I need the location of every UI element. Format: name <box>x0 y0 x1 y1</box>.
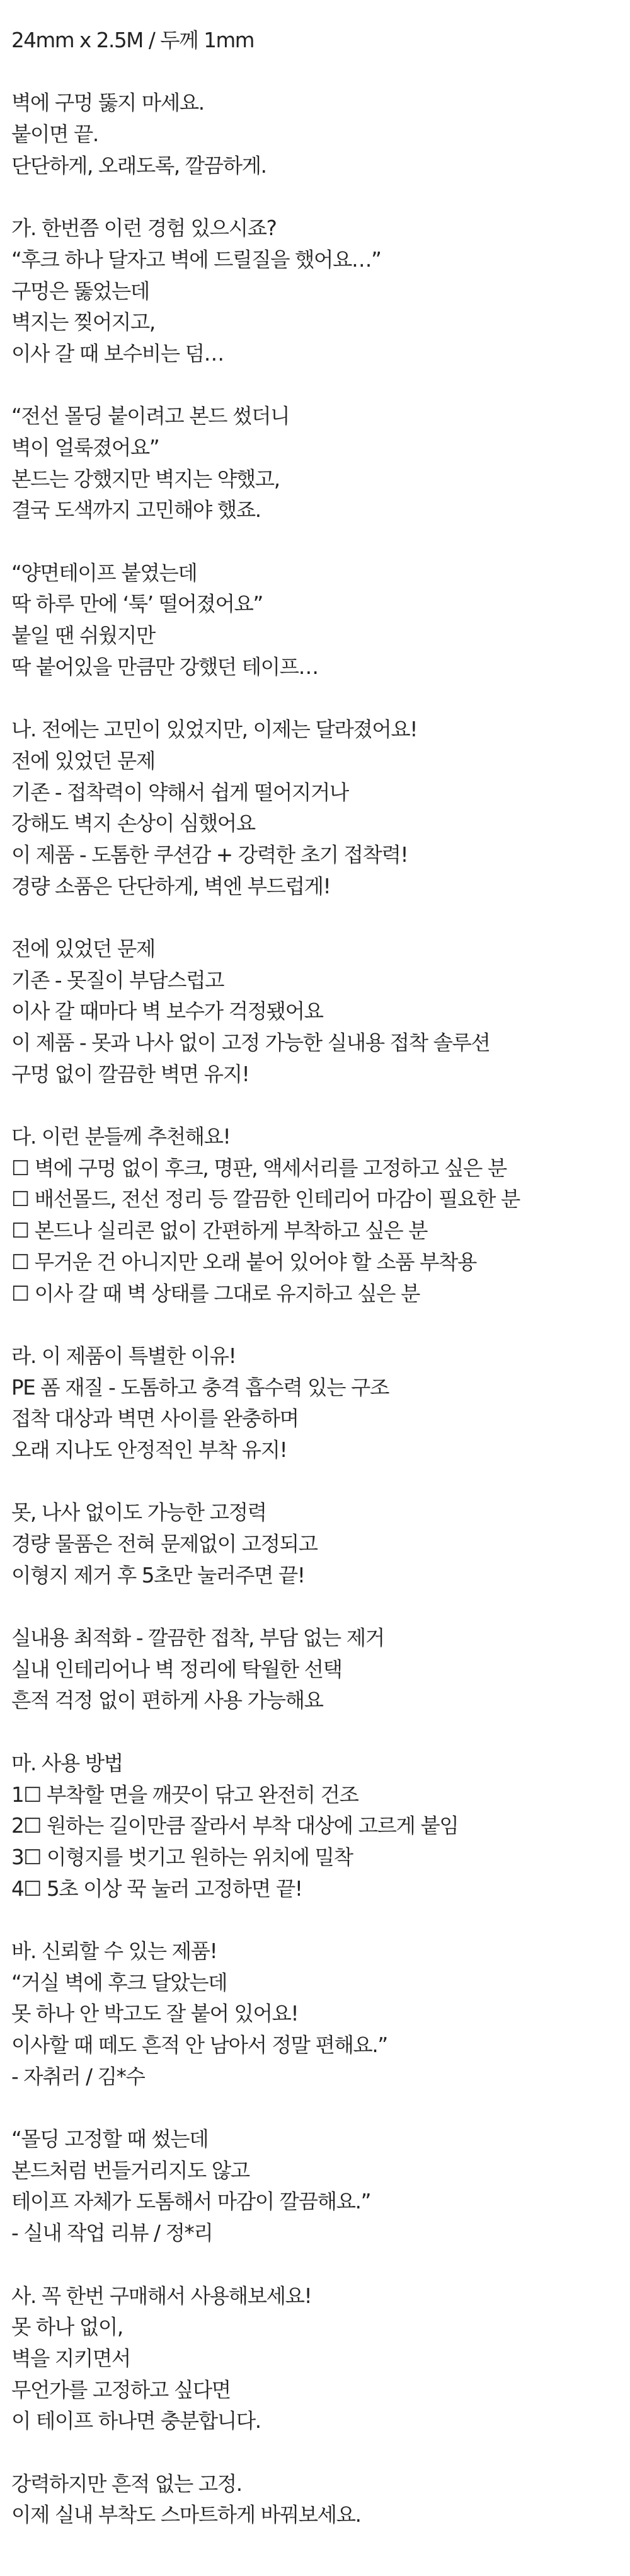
text-line: “몰딩 고정할 때 썼는데 <box>11 2127 209 2152</box>
section-gap <box>11 1905 616 1936</box>
text-line: 사. 꼭 한번 구매해서 사용해보세요! <box>11 2283 312 2308</box>
text-line: 결국 도색까지 고민해야 했죠. <box>11 498 261 523</box>
text-line: 딱 붙어있을 만큼만 강했던 테이프… <box>11 654 318 679</box>
text-line: 구멍은 뚫었는데 <box>11 279 149 303</box>
text-line: 3☐ 이형지를 벗기고 원하는 위치에 밀착 <box>11 1845 353 1869</box>
section-gap <box>11 2092 616 2124</box>
section-gap <box>11 526 616 558</box>
text-line: 벽에 구멍 뚫지 마세요. <box>11 91 204 115</box>
text-line: 바. 신뢰할 수 있는 제품! <box>11 1939 217 1963</box>
text-line: ☐ 무거운 건 아니지만 오래 붙어 있어야 할 소품 부착용 <box>11 1250 477 1274</box>
text-line: 이 테이프 하나면 충분합니다. <box>11 2409 261 2434</box>
text-line: 4☐ 5초 이상 꾹 눌러 고정하면 끝! <box>11 1876 302 1901</box>
text-line: 무언가를 고정하고 싶다면 <box>11 2377 231 2402</box>
text-line: 가. 한번쯤 이런 경험 있으시죠? <box>11 216 277 241</box>
text-line: 전에 있었던 문제 <box>11 936 155 961</box>
text-line: 붙이면 끝. <box>11 122 98 147</box>
text-section <box>11 1623 616 1717</box>
section-gap <box>11 2437 616 2469</box>
text-line: 강력하지만 흔적 없는 고정. <box>11 2471 242 2496</box>
text-line: 다. 이런 분들께 추천해요! <box>11 1125 231 1149</box>
text-line: “양면테이프 붙였는데 <box>11 560 197 585</box>
text-line: 못 하나 안 박고도 잘 붙어 있어요! <box>11 2002 299 2026</box>
text-line: 기존 - 접착력이 약해서 쉽게 떨어지거나 <box>11 780 348 804</box>
text-line: 벽지는 찢어지고, <box>11 310 155 335</box>
section-gap <box>11 1309 616 1341</box>
section-gap <box>11 182 616 213</box>
text-line: - 실내 작업 리뷰 / 정*리 <box>11 2221 213 2246</box>
section-gap <box>11 902 616 934</box>
text-section <box>11 1122 616 1309</box>
text-line: PE 폼 재질 - 도톰하고 충격 흡수력 있는 구조 <box>11 1375 389 1400</box>
text-section <box>11 401 616 526</box>
text-section <box>11 1748 616 1905</box>
text-line: 경량 소품은 단단하게, 벽엔 부드럽게! <box>11 874 331 898</box>
text-line: 본드는 강했지만 벽지는 약했고, <box>11 467 280 491</box>
text-line: 벽을 지키면서 <box>11 2346 130 2370</box>
section-gap <box>11 370 616 402</box>
text-section <box>11 714 616 902</box>
text-section <box>11 213 616 369</box>
text-line: 이사 갈 때마다 벽 보수가 걱정됐어요 <box>11 999 323 1024</box>
text-line: ☐ 배선몰드, 전선 정리 등 깔끔한 인테리어 마감이 필요한 분 <box>11 1187 520 1212</box>
text-line: 실내 인테리어나 벽 정리에 탁월한 선택 <box>11 1657 342 1681</box>
text-line: 기존 - 못질이 부담스럽고 <box>11 968 224 992</box>
text-section <box>11 1936 616 2092</box>
text-line: 2☐ 원하는 길이만큼 잘라서 부착 대상에 고르게 붙임 <box>11 1814 459 1838</box>
text-line: 벽이 얼룩졌어요” <box>11 435 159 460</box>
text-line: 딱 하루 만에 ‘툭’ 떨어졌어요” <box>11 592 263 617</box>
text-line: 단단하게, 오래도록, 깔끔하게. <box>11 153 266 178</box>
text-line: 라. 이 제품이 특별한 이유! <box>11 1343 236 1368</box>
text-section <box>11 2281 616 2437</box>
text-line: 붙일 땐 쉬웠지만 <box>11 624 155 648</box>
text-line: “전선 몰딩 붙이려고 본드 썼더니 <box>11 404 290 429</box>
section-gap <box>11 1717 616 1748</box>
text-line: 본드처럼 번들거리지도 않고 <box>11 2158 249 2183</box>
text-line: 못, 나사 없이도 가능한 고정력 <box>11 1500 266 1525</box>
text-section <box>11 2124 616 2249</box>
section-gap <box>11 1090 616 1122</box>
text-line: 실내용 최적화 - 깔끔한 접착, 부담 없는 제거 <box>11 1626 384 1651</box>
section-gap <box>11 683 616 714</box>
section-gap <box>11 1591 616 1623</box>
text-line: 이 제품 - 못과 나사 없이 고정 가능한 실내용 접착 솔루션 <box>11 1031 490 1055</box>
text-line: 못 하나 없이, <box>11 2315 123 2340</box>
text-line: - 자취러 / 김*수 <box>11 2064 145 2089</box>
text-section <box>11 1341 616 1466</box>
text-line: 강해도 벽지 손상이 심했어요 <box>11 811 255 836</box>
text-line: 나. 전에는 고민이 있었지만, 이제는 달라졌어요! <box>11 717 418 742</box>
text-line: 이형지 제거 후 5초만 눌러주면 끝! <box>11 1563 305 1587</box>
text-section <box>11 2469 616 2531</box>
text-line: 접착 대상과 벽면 사이를 완충하며 <box>11 1407 299 1431</box>
description-sections <box>11 57 616 2531</box>
product-spec-title: 24mm x 2.5M / 두께 1mm <box>11 28 255 52</box>
text-line: 이사할 때 떼도 흔적 안 남아서 정말 편해요.” <box>11 2033 387 2057</box>
text-line: “거실 벽에 후크 달았는데 <box>11 1970 227 1995</box>
text-line: 이 제품 - 도톰한 쿠션감 + 강력한 초기 접착력! <box>11 842 408 867</box>
text-line: 경량 물품은 전혀 문제없이 고정되고 <box>11 1532 318 1556</box>
text-line: ☐ 이사 갈 때 벽 상태를 그대로 유지하고 싶은 분 <box>11 1281 420 1306</box>
text-line: 마. 사용 방법 <box>11 1751 123 1775</box>
text-line: 테이프 자체가 도톰해서 마감이 깔끔해요.” <box>11 2190 371 2214</box>
text-line: 흔적 걱정 없이 편하게 사용 가능해요 <box>11 1688 323 1713</box>
section-gap <box>11 2249 616 2281</box>
text-line: 이사 갈 때 보수비는 덤… <box>11 341 224 366</box>
text-section <box>11 88 616 182</box>
text-section <box>11 934 616 1090</box>
text-line: 이제 실내 부착도 스마트하게 바꿔보세요. <box>11 2503 361 2527</box>
text-line: ☐ 벽에 구멍 없이 후크, 명판, 액세서리를 고정하고 싶은 분 <box>11 1156 507 1180</box>
text-section <box>11 1497 616 1591</box>
text-line: 전에 있었던 문제 <box>11 748 155 773</box>
product-description <box>11 25 616 2531</box>
text-line: “후크 하나 달자고 벽에 드릴질을 했어요…” <box>11 247 381 272</box>
section-gap <box>11 1466 616 1498</box>
text-line: 구멍 없이 깔끔한 벽면 유지! <box>11 1062 249 1086</box>
text-section <box>11 558 616 683</box>
text-line: ☐ 본드나 실리콘 없이 간편하게 부착하고 싶은 분 <box>11 1219 428 1243</box>
text-line: 오래 지나도 안정적인 부착 유지! <box>11 1437 287 1462</box>
text-line: 1☐ 부착할 면을 깨끗이 닦고 완전히 건조 <box>11 1782 358 1807</box>
section-gap <box>11 57 616 88</box>
